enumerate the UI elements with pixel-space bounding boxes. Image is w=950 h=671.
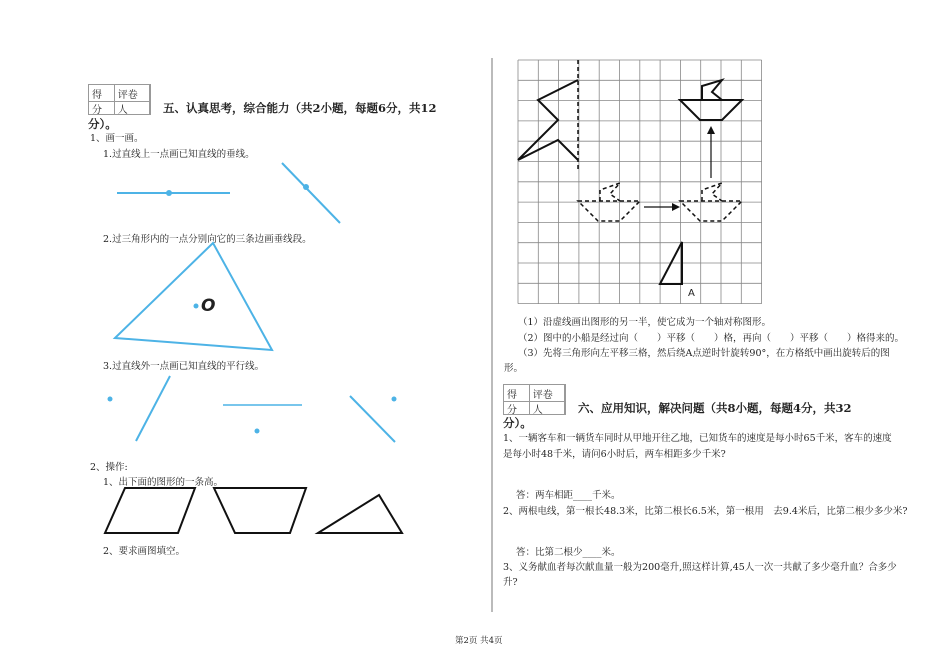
question-1-1: 1.过直线上一点画已知直线的垂线。 — [103, 149, 255, 160]
given-line-3 — [136, 376, 170, 441]
problem-3-cont: 升? — [503, 577, 518, 588]
boat-solid-sail — [702, 80, 722, 100]
given-line-2 — [282, 163, 340, 223]
outside-point-1 — [108, 397, 113, 402]
answer-2: 答：比第二根少____米。 — [516, 547, 621, 558]
point-2 — [303, 184, 309, 190]
question-1-3: 3.过直线外一点画已知直线的平行线。 — [103, 361, 265, 372]
point-o-label: O — [201, 296, 216, 316]
grid-question-3: （3）先将三角形向左平移三格，然后绕A点逆时针旋转90°，在方格纸中画出旋转后的图 — [518, 348, 890, 359]
question-1-2: 2.过三角形内的一点分别向它的三条边画垂线段。 — [103, 234, 312, 245]
boat-dashed-right-sail — [702, 183, 722, 201]
triangle-point — [194, 304, 199, 309]
boat-dashed-right — [680, 201, 742, 221]
answer-1: 答：两车相距____千米。 — [516, 490, 621, 501]
arrow-right-head — [672, 203, 680, 211]
grid-label-a: A — [688, 288, 695, 299]
score-label: 得分 — [89, 85, 115, 114]
small-triangle — [318, 495, 402, 533]
question-1: 1、画一画。 — [90, 133, 144, 144]
problem-2: 2、两根电线，第一根长48.3米，比第二根长6.5米，第一根用 去9.4米后，比第二根少多少米? — [503, 506, 908, 517]
grader-label: 评卷人 — [530, 385, 565, 414]
arrow-up-head — [707, 126, 715, 134]
parallelogram — [105, 488, 195, 533]
grader-label: 评卷人 — [115, 85, 150, 114]
page-footer: 第2页 共4页 — [455, 636, 503, 646]
score-box-2 — [503, 384, 566, 415]
problem-1-cont: 是每小时48千米，请问6小时后，两车相距多少千米? — [503, 449, 726, 460]
point-1 — [166, 190, 172, 196]
question-2-1: 1、出下面的图形的一条高。 — [103, 477, 224, 488]
section-6-title-cont: 分）。 — [503, 416, 532, 430]
boat-dashed-left-sail — [600, 183, 620, 201]
problem-1: 1、一辆客车和一辆货车同时从甲地开往乙地，已知货车的速度是每小时65千米，客车的速度 — [503, 433, 892, 444]
given-line-5 — [350, 396, 395, 442]
half-figure — [518, 80, 578, 160]
section-5-title-cont: 分）。 — [88, 117, 117, 131]
boat-solid-hull — [680, 100, 742, 120]
score-label: 得分 — [504, 385, 530, 414]
trapezoid — [214, 488, 306, 533]
grid-question-2: （2）图中的小船是经过向（ ）平移（ ）格，再向（ ）平移（ ）格得来的。 — [518, 333, 905, 344]
boat-dashed-left — [578, 201, 640, 221]
outside-point-3 — [392, 397, 397, 402]
grid — [518, 60, 762, 304]
outside-point-2 — [255, 429, 260, 434]
grid-question-1: （1）沿虚线画出图形的另一半，使它成为一个轴对称图形。 — [518, 317, 772, 328]
triangle — [115, 243, 272, 350]
section-5-title: 五、认真思考，综合能力（共2小题，每题6分，共12 — [163, 101, 437, 115]
section-6-title: 六、应用知识，解决问题（共8小题，每题4分，共32 — [578, 401, 852, 415]
problem-3: 3、义务献血者每次献血量一般为200毫升,照这样计算,45人一次一共献了多少毫升血？合多少 — [503, 562, 897, 573]
question-2-2: 2、要求画图填空。 — [103, 546, 186, 557]
score-box-1 — [88, 84, 151, 115]
grid-question-3-cont: 形。 — [504, 363, 524, 374]
question-2: 2、操作: — [90, 462, 128, 473]
